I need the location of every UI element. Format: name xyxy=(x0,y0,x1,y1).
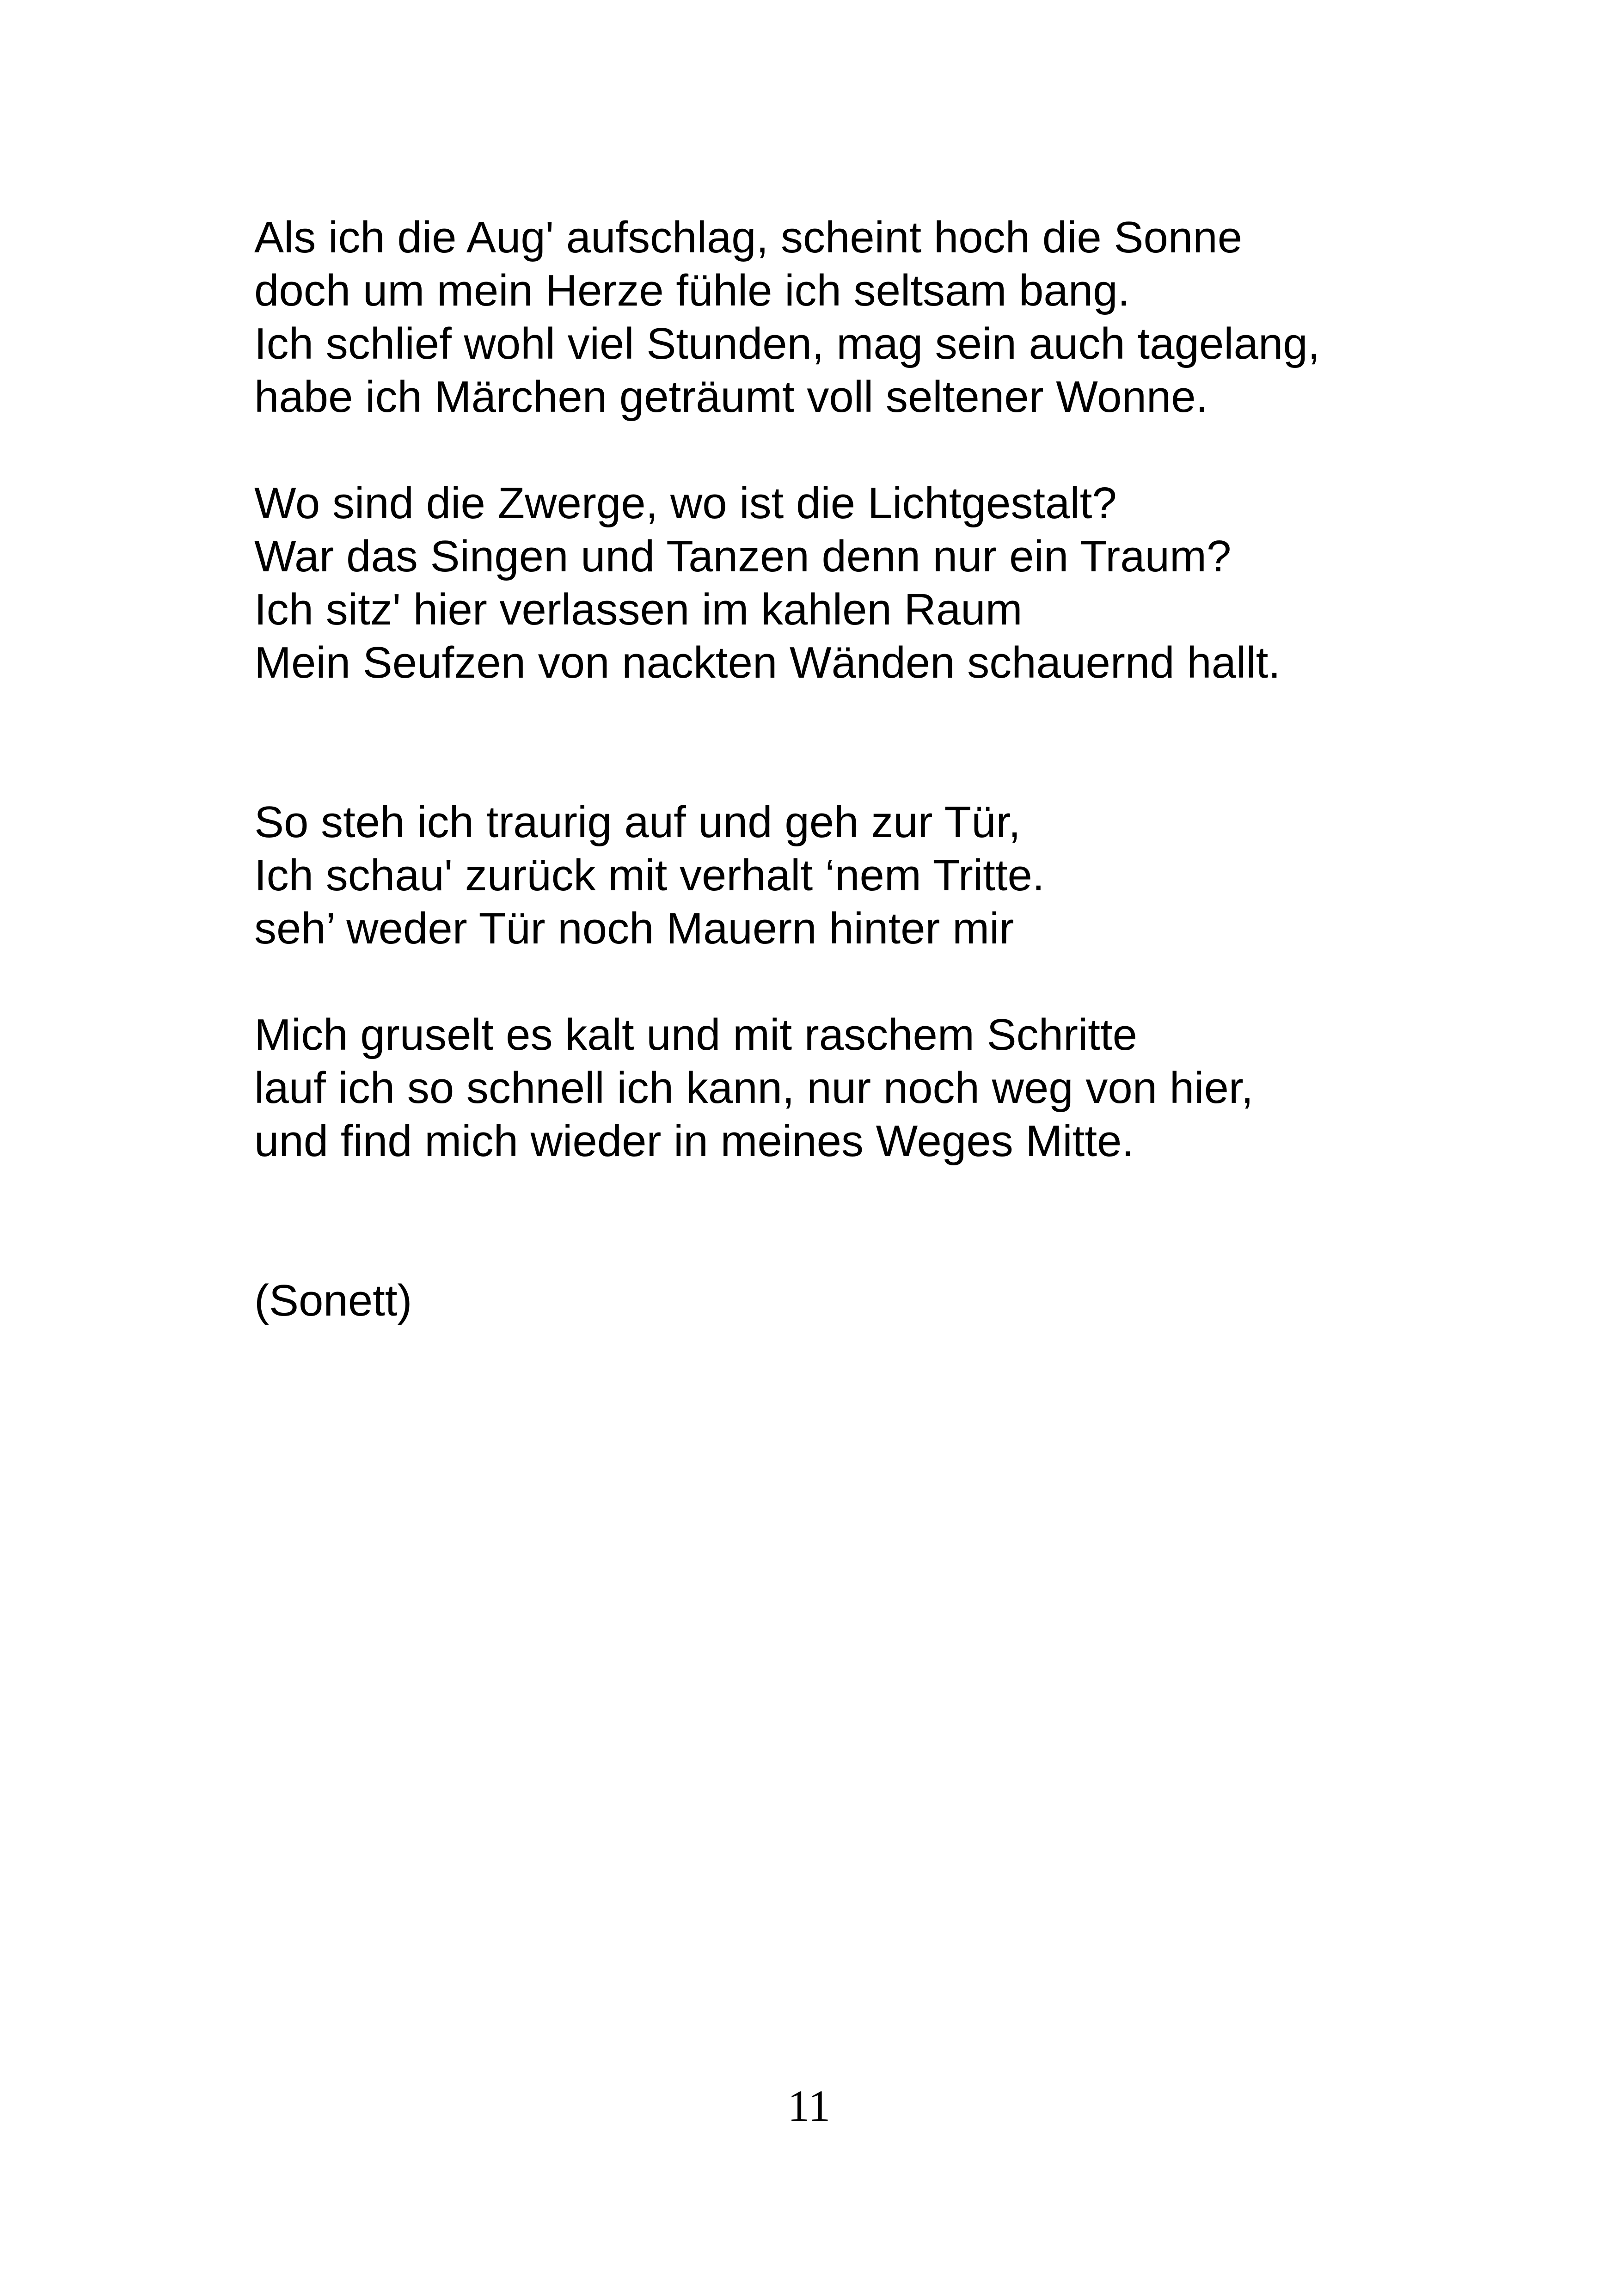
stanza-1 xyxy=(254,211,1320,423)
stanza-3 xyxy=(254,796,1320,955)
stanza-spacer xyxy=(254,423,1320,477)
stanza-4 xyxy=(254,1008,1320,1168)
poem-form-note: (Sonett) xyxy=(254,1276,412,1325)
poem-line: Als ich die Aug' aufschlag, scheint hoch die Sonne xyxy=(254,213,1243,262)
poem-line: lauf ich so schnell ich kann, nur noch weg von hier, xyxy=(254,1063,1254,1113)
poem-line: Ich schlief wohl viel Stunden, mag sein auch tagelang, xyxy=(254,319,1320,368)
poem-line: seh’ weder Tür noch Mauern hinter mir xyxy=(254,904,1014,953)
poem-line: Ich schau' zurück mit verhalt ‘nem Tritte. xyxy=(254,851,1045,900)
poem-line: Mich gruselt es kalt und mit raschem Schritte xyxy=(254,1010,1138,1059)
poem-line: Mein Seufzen von nackten Wänden schauernd hallt. xyxy=(254,638,1281,687)
poem-line: Ich sitz' hier verlassen im kahlen Raum xyxy=(254,585,1023,634)
stanza-2 xyxy=(254,477,1320,689)
poem-line: habe ich Märchen geträumt voll seltener Wonne. xyxy=(254,372,1208,422)
stanza-spacer xyxy=(254,1168,1320,1274)
poem-line: Wo sind die Zwerge, wo ist die Lichtgestalt? xyxy=(254,478,1117,528)
poem-line: War das Singen und Tanzen denn nur ein Traum? xyxy=(254,532,1232,581)
poem-line: und find mich wieder in meines Weges Mitte. xyxy=(254,1116,1134,1166)
stanza-spacer xyxy=(254,955,1320,1008)
page-number: 11 xyxy=(787,2081,831,2131)
stanza-spacer xyxy=(254,689,1320,796)
poem xyxy=(254,211,1320,1327)
poem-line: So steh ich traurig auf und geh zur Tür, xyxy=(254,797,1021,847)
poem-line: doch um mein Herze fühle ich seltsam bang. xyxy=(254,266,1130,315)
